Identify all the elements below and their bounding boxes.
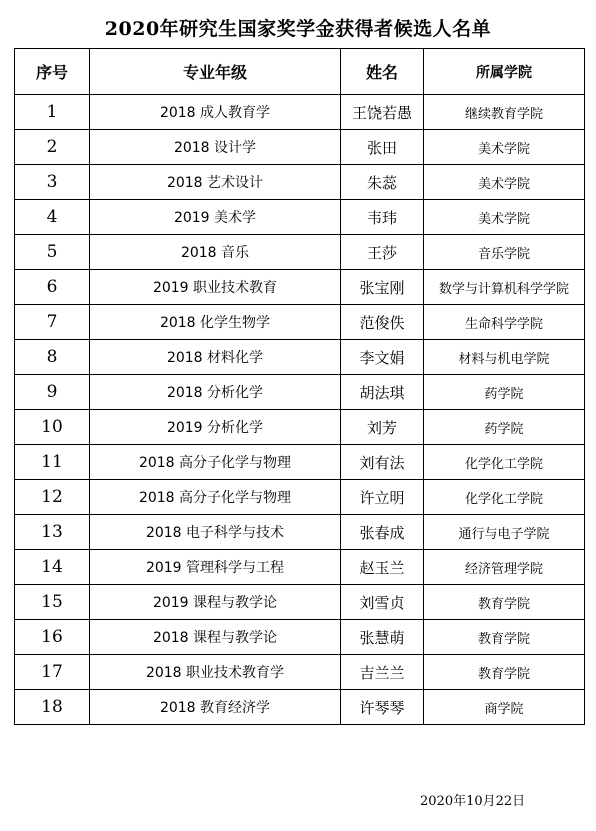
cell-number: 10	[15, 410, 90, 445]
table-row	[15, 410, 585, 445]
cell-school: 教育学院	[424, 620, 585, 655]
cell-name: 赵玉兰	[341, 550, 424, 585]
cell-number: 4	[15, 200, 90, 235]
cell-name: 许立明	[341, 480, 424, 515]
cell-major-year: 2018 成人教育学	[90, 95, 341, 130]
cell-number: 13	[15, 515, 90, 550]
cell-name: 刘雪贞	[341, 585, 424, 620]
cell-school: 继续教育学院	[424, 95, 585, 130]
table-row	[15, 235, 585, 270]
table-row	[15, 550, 585, 585]
cell-school: 生命科学学院	[424, 305, 585, 340]
cell-major-year: 2018 职业技术教育学	[90, 655, 341, 690]
table-row	[15, 515, 585, 550]
cell-school: 美术学院	[424, 130, 585, 165]
cell-name: 张慧萌	[341, 620, 424, 655]
cell-name: 李文娟	[341, 340, 424, 375]
cell-number: 2	[15, 130, 90, 165]
cell-school: 药学院	[424, 410, 585, 445]
cell-number: 9	[15, 375, 90, 410]
cell-school: 教育学院	[424, 585, 585, 620]
cell-name: 吉兰兰	[341, 655, 424, 690]
cell-name: 刘芳	[341, 410, 424, 445]
table-row	[15, 585, 585, 620]
cell-major-year: 2018 高分子化学与物理	[90, 480, 341, 515]
cell-school: 美术学院	[424, 165, 585, 200]
table-row	[15, 690, 585, 725]
cell-number: 6	[15, 270, 90, 305]
cell-major-year: 2018 课程与教学论	[90, 620, 341, 655]
cell-major-year: 2018 高分子化学与物理	[90, 445, 341, 480]
cell-major-year: 2018 教育经济学	[90, 690, 341, 725]
cell-school: 音乐学院	[424, 235, 585, 270]
cell-major-year: 2018 设计学	[90, 130, 341, 165]
cell-major-year: 2018 分析化学	[90, 375, 341, 410]
cell-number: 11	[15, 445, 90, 480]
cell-number: 18	[15, 690, 90, 725]
cell-major-year: 2018 艺术设计	[90, 165, 341, 200]
cell-number: 7	[15, 305, 90, 340]
table-row	[15, 620, 585, 655]
cell-name: 韦玮	[341, 200, 424, 235]
cell-number: 17	[15, 655, 90, 690]
cell-name: 范俊佚	[341, 305, 424, 340]
table-header-row	[15, 49, 585, 95]
cell-major-year: 2018 材料化学	[90, 340, 341, 375]
cell-school: 药学院	[424, 375, 585, 410]
cell-name: 张春成	[341, 515, 424, 550]
candidate-table	[14, 48, 585, 725]
table-row	[15, 95, 585, 130]
table-row	[15, 200, 585, 235]
cell-number: 14	[15, 550, 90, 585]
cell-name: 张宝刚	[341, 270, 424, 305]
table-row	[15, 480, 585, 515]
cell-school: 数学与计算机科学学院	[424, 270, 585, 305]
cell-number: 15	[15, 585, 90, 620]
cell-major-year: 2018 音乐	[90, 235, 341, 270]
cell-major-year: 2019 分析化学	[90, 410, 341, 445]
header-name: 姓名	[341, 49, 424, 95]
cell-number: 5	[15, 235, 90, 270]
cell-major-year: 2018 化学生物学	[90, 305, 341, 340]
cell-number: 3	[15, 165, 90, 200]
cell-name: 刘有法	[341, 445, 424, 480]
cell-major-year: 2019 美术学	[90, 200, 341, 235]
cell-number: 1	[15, 95, 90, 130]
header-number: 序号	[15, 49, 90, 95]
table-row	[15, 655, 585, 690]
cell-name: 张田	[341, 130, 424, 165]
issue-date: 2020年10月22日	[420, 794, 526, 809]
cell-name: 朱蕊	[341, 165, 424, 200]
cell-name: 胡法琪	[341, 375, 424, 410]
cell-major-year: 2019 课程与教学论	[90, 585, 341, 620]
header-major-year: 专业年级	[90, 49, 341, 95]
page-title: 2020年研究生国家奖学金获得者候选人名单	[104, 18, 492, 40]
cell-school: 化学化工学院	[424, 480, 585, 515]
table-body	[15, 95, 585, 725]
cell-name: 王莎	[341, 235, 424, 270]
cell-name: 王饶若愚	[341, 95, 424, 130]
header-school: 所属学院	[424, 49, 585, 95]
cell-school: 美术学院	[424, 200, 585, 235]
table-row	[15, 375, 585, 410]
table-row	[15, 165, 585, 200]
cell-school: 教育学院	[424, 655, 585, 690]
cell-school: 商学院	[424, 690, 585, 725]
cell-school: 化学化工学院	[424, 445, 585, 480]
cell-number: 16	[15, 620, 90, 655]
table-row	[15, 305, 585, 340]
table-row	[15, 270, 585, 305]
cell-number: 8	[15, 340, 90, 375]
cell-number: 12	[15, 480, 90, 515]
table-row	[15, 340, 585, 375]
table-row	[15, 130, 585, 165]
cell-major-year: 2019 职业技术教育	[90, 270, 341, 305]
cell-name: 许琴琴	[341, 690, 424, 725]
table-row	[15, 445, 585, 480]
cell-major-year: 2018 电子科学与技术	[90, 515, 341, 550]
cell-school: 材料与机电学院	[424, 340, 585, 375]
cell-school: 通行与电子学院	[424, 515, 585, 550]
cell-school: 经济管理学院	[424, 550, 585, 585]
cell-major-year: 2019 管理科学与工程	[90, 550, 341, 585]
